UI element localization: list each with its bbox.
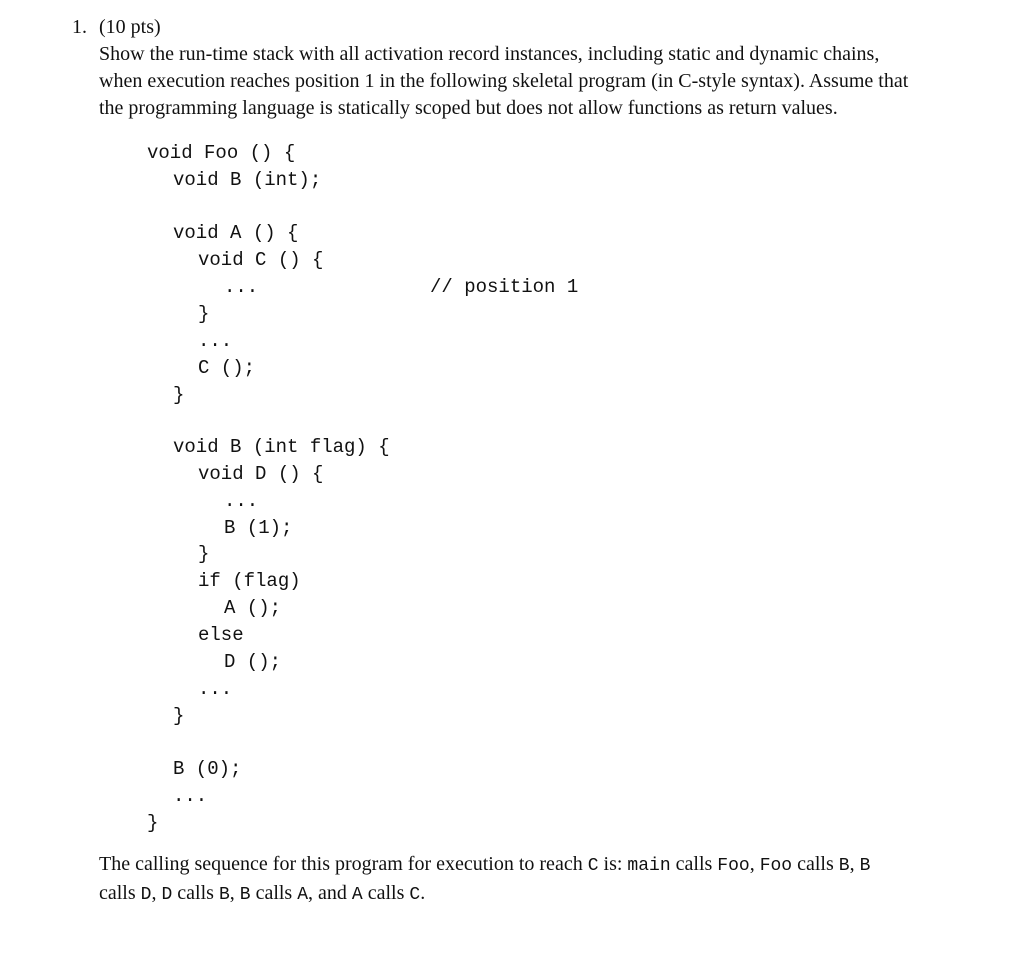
footer-code: B xyxy=(218,885,230,905)
prompt-line: Show the run-time stack with all activation record instances, including static and dynamic chains, xyxy=(99,43,880,65)
code-line: } xyxy=(198,543,210,565)
code-line: ... xyxy=(224,276,259,298)
code-line: B (1); xyxy=(224,517,293,539)
code-line: void A () { xyxy=(173,222,299,244)
code-line: D (); xyxy=(224,651,282,673)
footer-text: calls xyxy=(362,882,410,904)
code-line: } xyxy=(173,705,185,727)
prompt-line: when execution reaches position 1 in the following skeletal program (in C-style syntax). Assume that xyxy=(99,70,909,92)
footer-code: Foo xyxy=(759,856,793,876)
code-line: B (0); xyxy=(173,758,242,780)
code-line: if (flag) xyxy=(198,570,301,592)
code-line: } xyxy=(198,303,210,325)
footer-code: C xyxy=(587,856,599,876)
calling-sequence-note xyxy=(99,851,999,909)
code-line: void C () { xyxy=(198,249,324,271)
footer-code: B xyxy=(859,856,871,876)
footer-line xyxy=(99,880,999,909)
footer-text: calls xyxy=(99,882,141,904)
footer-code: Foo xyxy=(717,856,750,876)
footer-text: , xyxy=(229,882,240,904)
footer-text: calls xyxy=(250,882,298,904)
code-line: void Foo () { xyxy=(147,142,296,164)
footer-text: , xyxy=(849,853,860,875)
footer-text: is: xyxy=(598,853,628,875)
footer-code: A xyxy=(297,885,309,905)
footer-text: . xyxy=(420,882,426,904)
footer-line xyxy=(99,851,999,880)
code-comment: // position 1 xyxy=(430,276,579,298)
code-line: void D () { xyxy=(198,463,324,485)
code-line: void B (int); xyxy=(173,169,322,191)
code-line: } xyxy=(173,384,185,406)
footer-text: calls xyxy=(792,853,839,875)
prompt-line: the programming language is statically scoped but does not allow functions as return values. xyxy=(99,97,838,119)
code-line: A (); xyxy=(224,597,282,619)
code-line: ... xyxy=(198,678,233,700)
code-line: } xyxy=(147,812,159,834)
question-points: (10 pts) xyxy=(99,16,161,38)
footer-code: B xyxy=(838,856,850,876)
footer-text: , and xyxy=(308,882,352,904)
code-line: ... xyxy=(173,785,208,807)
footer-text: , xyxy=(749,853,760,875)
footer-code: D xyxy=(161,885,173,905)
footer-text: calls xyxy=(172,882,219,904)
footer-code: main xyxy=(627,856,671,876)
footer-code: D xyxy=(140,885,152,905)
question-number: 1. xyxy=(72,16,87,38)
footer-code: C xyxy=(409,885,421,905)
footer-code: A xyxy=(351,885,363,905)
footer-text: The calling sequence for this program for execution to reach xyxy=(99,853,588,875)
code-line: else xyxy=(198,624,244,646)
code-line: void B (int flag) { xyxy=(173,436,390,458)
footer-text: , xyxy=(151,882,162,904)
code-line: ... xyxy=(198,330,233,352)
code-line: C (); xyxy=(198,357,256,379)
footer-text: calls xyxy=(670,853,718,875)
code-line: ... xyxy=(224,490,259,512)
footer-code: B xyxy=(239,885,251,905)
